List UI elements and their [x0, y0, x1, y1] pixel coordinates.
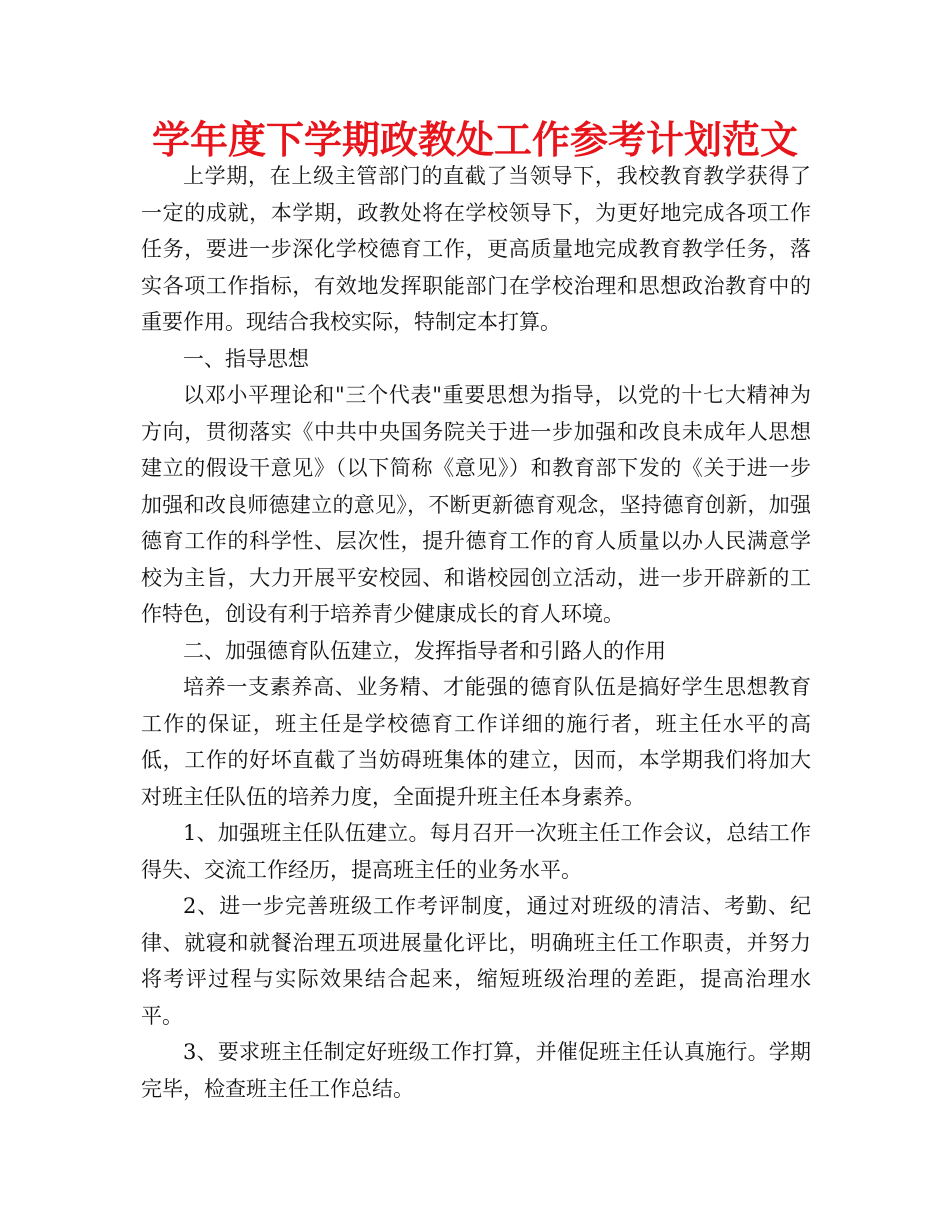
guiding-thought-paragraph: 以邓小平理论和"三个代表"重要思想为指导，以党的十七大精神为方向，贯彻落实《中共中央国务院关于进一步加强和改良未成年人思想建立的假设干意见》（以下简称《意见》）和教育部下发的《关于进一步加强和改良师德建立的意见》，不断更新德育观念，坚持德育创新，加强德育工作的科学性、层次性，提升德育工作的育人质量以办人民满意学校为主旨，大力开展平安校园、和谐校园创立活动，进一步开辟新的工作特色，创设有利于培养青少健康成长的育人环境。 [141, 383, 811, 626]
document-title: 学年度下学期政教处工作参考计划范文 [151, 118, 798, 162]
section-heading-team-building: 二、加强德育队伍建立，发挥指导者和引路人的作用 [183, 638, 666, 663]
intro-paragraph: 上学期，在上级主管部门的直截了当领导下，我校教育教学获得了一定的成就，本学期，政教处将在学校领导下，为更好地完成各项工作任务，要进一步深化学校德育工作，更高质量地完成教育教学任务，落实各项工作指标，有效地发挥职能部门在学校治理和思想政治教育中的重要作用。现结合我校实际，特制定本打算。 [141, 164, 811, 334]
document-body [141, 158, 811, 1107]
team-building-paragraph: 培养一支素养高、业务精、才能强的德育队伍是搞好学生思想教育工作的保证，班主任是学校德育工作详细的施行者，班主任水平的高低，工作的好坏直截了当妨碍班集体的建立，因而，本学期我们将加大对班主任队伍的培养力度，全面提升班主任本身素养。 [141, 675, 811, 809]
list-item-1: 1、加强班主任队伍建立。每月召开一次班主任工作会议，总结工作得失、交流工作经历，提高班主任的业务水平。 [141, 821, 811, 882]
list-item-2: 2、进一步完善班级工作考评制度，通过对班级的清洁、考勤、纪律、就寝和就餐治理五项进展量化评比，明确班主任工作职责，并努力将考评过程与实际效果结合起来，缩短班级治理的差距，提高治理水平。 [141, 894, 811, 1028]
list-item-3: 3、要求班主任制定好班级工作打算，并催促班主任认真施行。学期完毕，检查班主任工作总结。 [141, 1040, 811, 1101]
section-heading-guiding-thought: 一、指导思想 [183, 346, 309, 371]
